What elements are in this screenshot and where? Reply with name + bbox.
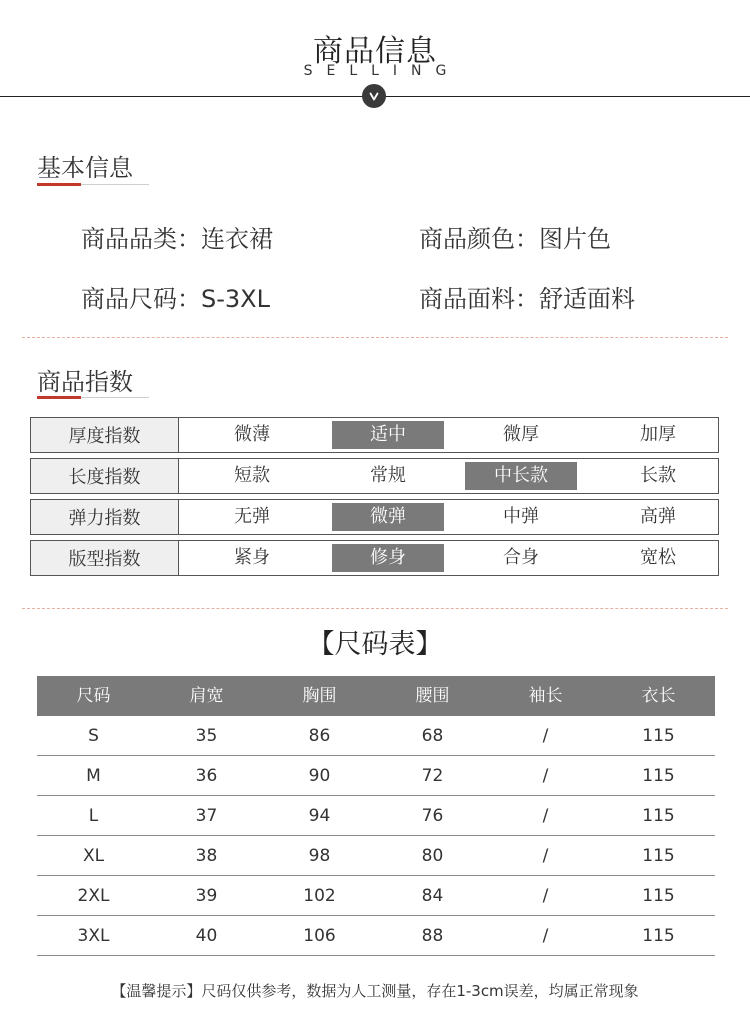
info-label: 商品面料 (419, 285, 515, 313)
table-cell-chest: 90 (308, 766, 331, 786)
index-option-selected: 中长款 (465, 462, 577, 490)
section-heading-basic: 基本信息 (37, 154, 133, 182)
table-row (37, 716, 715, 756)
page-subtitle: SELLING (303, 63, 461, 79)
info-item-color: 商品颜色：图片色 (419, 225, 611, 253)
index-options (179, 418, 718, 452)
index-option: 加厚 (640, 424, 676, 445)
table-row (37, 756, 715, 796)
index-option: 中弹 (503, 506, 539, 527)
dashed-divider (22, 608, 728, 609)
table-cell-waist: 68 (421, 726, 444, 746)
index-label: 厚度指数 (31, 418, 179, 452)
table-cell-sleeve: / (542, 886, 549, 906)
chevron-down-icon (362, 84, 386, 108)
table-cell-length: 115 (642, 766, 675, 786)
table-row (37, 916, 715, 956)
size-note: 【温馨提示】尺码仅供参考，数据为人工测量，存在1-3cm误差，均属正常现象 (111, 982, 639, 1000)
index-option: 无弹 (234, 506, 270, 527)
index-option: 宽松 (640, 547, 676, 568)
column-header-shoulder: 肩宽 (189, 686, 224, 706)
table-cell-length: 115 (642, 806, 675, 826)
table-cell-size: 2XL (77, 886, 110, 906)
table-cell-waist: 80 (421, 846, 444, 866)
table-cell-length: 115 (642, 926, 675, 946)
table-cell-size: M (86, 766, 101, 786)
size-chart-title: 【尺码表】 (307, 629, 443, 660)
index-option: 常规 (370, 465, 406, 486)
table-cell-chest: 98 (308, 846, 331, 866)
info-item-size: 商品尺码：S-3XL (81, 285, 270, 313)
table-cell-length: 115 (642, 846, 675, 866)
table-row (37, 796, 715, 836)
table-cell-sleeve: / (542, 926, 549, 946)
index-options (179, 541, 718, 575)
column-header-waist: 腰围 (415, 686, 450, 706)
info-item-fabric: 商品面料：舒适面料 (419, 285, 635, 313)
table-cell-shoulder: 36 (195, 766, 218, 786)
index-row-thickness (30, 417, 719, 453)
table-row (37, 876, 715, 916)
section-heading-indices: 商品指数 (37, 368, 133, 396)
size-table-header (37, 676, 715, 716)
info-label: 商品尺码 (81, 285, 177, 313)
table-row (37, 836, 715, 876)
table-cell-length: 115 (642, 886, 675, 906)
index-options (179, 459, 718, 493)
table-cell-chest: 102 (303, 886, 336, 906)
index-label: 长度指数 (31, 459, 179, 493)
info-value: 连衣裙 (201, 225, 273, 253)
index-option: 微薄 (234, 424, 270, 445)
index-option-selected: 修身 (332, 544, 444, 572)
index-option: 长款 (640, 465, 676, 486)
table-cell-shoulder: 35 (195, 726, 218, 746)
info-item-category: 商品品类：连衣裙 (81, 225, 273, 253)
heading-underline-accent (37, 183, 81, 186)
table-cell-shoulder: 37 (195, 806, 218, 826)
column-header-chest: 胸围 (302, 686, 337, 706)
table-cell-size: L (88, 806, 99, 826)
index-label: 弹力指数 (31, 500, 179, 534)
index-label: 版型指数 (31, 541, 179, 575)
column-header-sleeve: 袖长 (528, 686, 563, 706)
info-value: 图片色 (539, 225, 611, 253)
info-label: 商品品类 (81, 225, 177, 253)
table-cell-size: XL (82, 846, 105, 866)
index-option-selected: 微弹 (332, 503, 444, 531)
table-cell-length: 115 (642, 726, 675, 746)
index-option-selected: 适中 (332, 421, 444, 449)
table-cell-size: 3XL (77, 926, 110, 946)
index-option: 高弹 (640, 506, 676, 527)
index-row-fit (30, 540, 719, 576)
table-cell-chest: 106 (303, 926, 336, 946)
index-option: 合身 (503, 547, 539, 568)
table-cell-chest: 94 (308, 806, 331, 826)
heading-underline-accent (37, 396, 81, 399)
table-cell-shoulder: 38 (195, 846, 218, 866)
table-cell-size: S (88, 726, 99, 746)
index-option: 短款 (234, 465, 270, 486)
table-cell-waist: 84 (421, 886, 444, 906)
table-cell-sleeve: / (542, 806, 549, 826)
table-cell-waist: 72 (421, 766, 444, 786)
info-label: 商品颜色 (419, 225, 515, 253)
column-header-length: 衣长 (641, 686, 676, 706)
column-header-size: 尺码 (76, 686, 111, 706)
table-cell-sleeve: / (542, 766, 549, 786)
index-option: 微厚 (503, 424, 539, 445)
table-cell-sleeve: / (542, 846, 549, 866)
table-cell-chest: 86 (308, 726, 331, 746)
table-cell-sleeve: / (542, 726, 549, 746)
index-row-length (30, 458, 719, 494)
table-cell-shoulder: 39 (195, 886, 218, 906)
table-cell-shoulder: 40 (195, 926, 218, 946)
table-cell-waist: 88 (421, 926, 444, 946)
table-cell-waist: 76 (421, 806, 444, 826)
info-value: S-3XL (201, 285, 270, 313)
index-options (179, 500, 718, 534)
dashed-divider (22, 337, 728, 338)
page-title: 商品信息 (313, 34, 437, 69)
index-row-elasticity (30, 499, 719, 535)
info-value: 舒适面料 (539, 285, 635, 313)
index-option: 紧身 (234, 547, 270, 568)
